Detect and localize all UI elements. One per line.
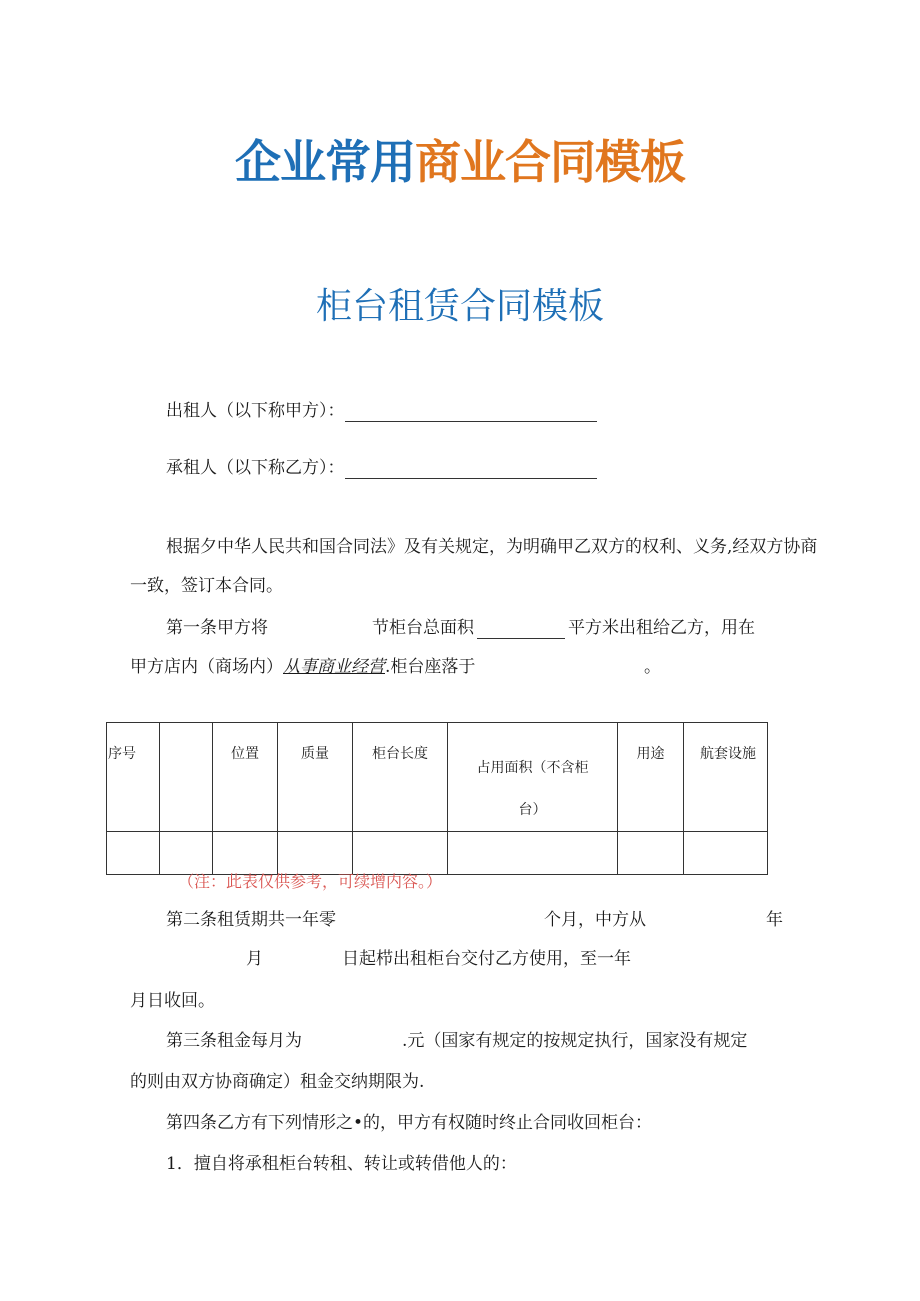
preamble-line-1: 根据夕中华人民共和国合同法》及有关规定，为明确甲乙双方的权利、义务,经双方协商 [166,537,818,557]
article1-counter-text: 节柜台总面积 [372,618,474,638]
article2-part4: 月 [246,949,263,969]
table-cell[interactable] [684,832,768,875]
article1-end: 。 [644,657,661,677]
contract-title: 柜台租赁合同模板 [315,286,604,327]
table-note: （注：此表仅供参考，可续增内容。） [178,872,443,891]
article1-part2 [372,617,755,639]
article2-part5: 日起栉出租柜台交付乙方使用，至一年 [342,949,631,969]
preamble-line-2: 一致，签订本合同。 [130,576,283,596]
table-header-cell [160,723,213,832]
lessee-blank[interactable] [345,460,597,479]
table-header-cell: 用途 [618,723,684,832]
article4-text: 第四条乙方有下列情形之•的，甲方有权随时终止合同收回柜台： [166,1113,653,1133]
article1-business-text [283,657,385,677]
article1-line-2 [130,656,475,678]
table-header-cell: 位置 [213,723,278,832]
article1-part1: 第一条甲方将 [166,618,268,638]
area-blank[interactable] [477,620,565,639]
lessee-label: 承租人（以下称乙方）： [166,458,345,478]
banner-title-orange: 商业合同模板 [415,135,685,189]
counter-table [106,722,768,875]
lessor-label: 出租人（以下称甲方）： [166,401,345,421]
table-header-cell: 航套设施 [684,723,768,832]
table-header-cell: 占用面积（不含柜台） [448,723,618,832]
article1-location-text: .柜台座落于 [385,657,476,677]
banner-title [0,126,920,192]
article1-store-text: 甲方店内（商场内） [130,657,283,677]
article3-part2: .元（国家有规定的按规定执行，国家没有规定 [402,1031,748,1051]
table-cell[interactable] [618,832,684,875]
article2-part1: 第二条租赁期共一年零 [166,910,336,930]
article3-part3: 的则由双方协商确定）租金交纳期限为. [130,1072,425,1092]
table-cell[interactable] [107,832,160,875]
table-header-cell: 柜台长度 [353,723,448,832]
article2-part6: 月日收回。 [130,991,215,1011]
article1-area-text: 平方米出租给乙方，用在 [568,618,755,638]
lessee-line [166,457,597,479]
table-header-cell: 质量 [278,723,353,832]
article2-part3: 年 [766,910,783,930]
table-header-cell: 序号 [107,723,160,832]
business-underlined: 从事商业经营 [283,657,385,677]
article2-part2: 个月，中方从 [544,910,646,930]
banner-title-blue: 企业常用 [235,135,415,189]
table-cell[interactable] [448,832,618,875]
lessor-line [166,400,597,422]
lessor-blank[interactable] [345,403,597,422]
table-header-row [107,723,768,832]
article4-item-1: 1．擅自将承租柜台转租、转让或转借他人的： [166,1154,517,1174]
article3-part1: 第三条租金每月为 [166,1031,302,1051]
